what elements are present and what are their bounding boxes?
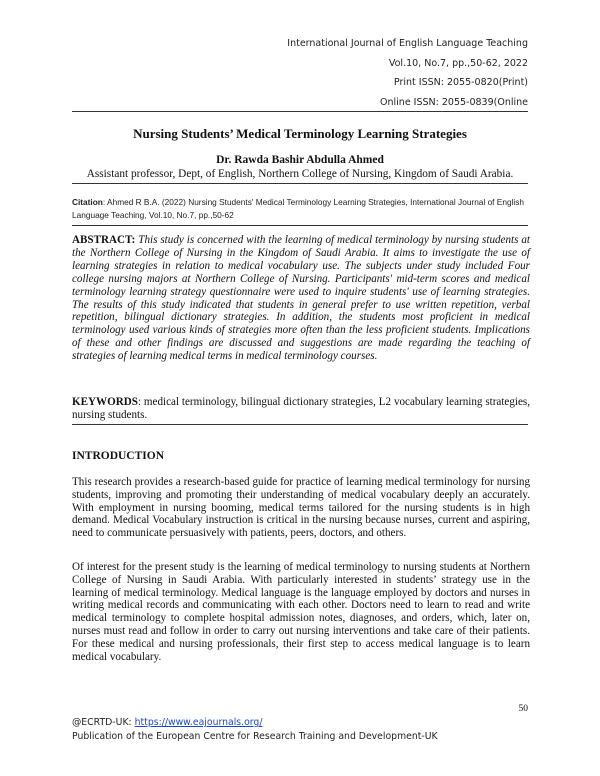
page-footer <box>72 716 438 744</box>
article-author: Dr. Rawda Bashir Abdulla Ahmed <box>216 154 384 166</box>
citation-block <box>72 196 532 221</box>
footer-ecrtd-prefix: @ECRTD-UK: <box>72 717 135 728</box>
online-issn: Online ISSN: 2055-0839(Online <box>380 96 528 108</box>
citation-text: : Ahmed R B.A. (2022) Nursing Students' Medical Terminology Learning Strategies, International Journal of English Language Teaching, Vol.10, No.7, pp.,50-62 <box>72 197 525 220</box>
header-divider <box>72 111 528 112</box>
article-title: Nursing Students’ Medical Terminology Learning Strategies <box>133 126 467 141</box>
citation-label: Citation <box>72 197 103 207</box>
keywords-divider <box>72 424 528 425</box>
print-issn: Print ISSN: 2055-0820(Print) <box>393 77 528 88</box>
citation-divider <box>72 225 528 226</box>
keywords-block <box>72 396 530 422</box>
abstract-block <box>72 234 530 363</box>
introduction-paragraph-2: Of interest for the present study is the learning of medical terminology to nursing students at Northern College of Nursing in Saudi Arabia. With particularly interested in students’ strategy use in the learning of medical terminology. Medical language is the language employed by doctors and nurses in writing medical records and communicating with each other. Doctors need to learn to read and write medical terminology to complete hospital admission notes, diagnoses, and orders, which, later on, nurses must read and follow in order to carry out nursing interventions and take care of their patients. For these medical and nursing professionals, their first step to access medical language is to learn medical vocabulary. <box>72 561 530 663</box>
journal-volume: Vol.10, No.7, pp.,50-62, 2022 <box>388 57 528 69</box>
footer-ecrtd-line <box>72 716 438 730</box>
keywords-label: KEYWORDS <box>72 396 138 408</box>
journal-name: International Journal of English Language Teaching <box>287 38 528 49</box>
abstract-label: ABSTRACT: <box>72 234 136 246</box>
abstract-text: This study is concerned with the learning of medical terminology by nursing students at the Northern College of Nursing in the Kingdom of Saudi Arabia. It aims to investigate the use of learning strategies in relation to medical vocabulary use. The subjects under study included Four college nursing majors at Northern College of Nursing. Participants' mid-term scores and medical terminology learning strategy questionnaire were used to inquire students' use of learning strategies. The results of this study indicated that students in general prefer to use written repetition, verbal repetition, bilingual dictionary strategies. In addition, the students most proficient in medical terminology used various kinds of strategies more often than the less proficient students. Implications of these and other findings are discussed and suggestions are made regarding the teaching of strategies of learning medical terms in medical terminology courses. <box>72 234 531 363</box>
keywords-text: : medical terminology, bilingual dictionary strategies, L2 vocabulary learning strategies, nursing students. <box>72 396 530 421</box>
introduction-paragraph-1: This research provides a research-based guide for practice of learning medical terminology for nursing students, improving and promoting their understanding of medical vocabulary deeply an accurately. With employment in nursing booming, medical terms tailored for the nursing students is in high demand. Medical Vocabulary instruction is critical in the nursing because nurses, current and aspiring, need to communicate persuasively with patients, peers, doctors, and others. <box>72 476 530 540</box>
journal-website-link[interactable]: https://www.eajournals.org/ <box>134 717 263 728</box>
author-affiliation: Assistant professor, Dept, of English, Northern College of Nursing, Kingdom of Saudi Arabia. <box>86 168 514 180</box>
affiliation-divider <box>72 183 528 184</box>
page-number: 50 <box>518 704 528 714</box>
introduction-heading: INTRODUCTION <box>72 450 165 462</box>
journal-header <box>287 34 528 112</box>
footer-publisher: Publication of the European Centre for Research Training and Development-UK <box>72 731 438 742</box>
